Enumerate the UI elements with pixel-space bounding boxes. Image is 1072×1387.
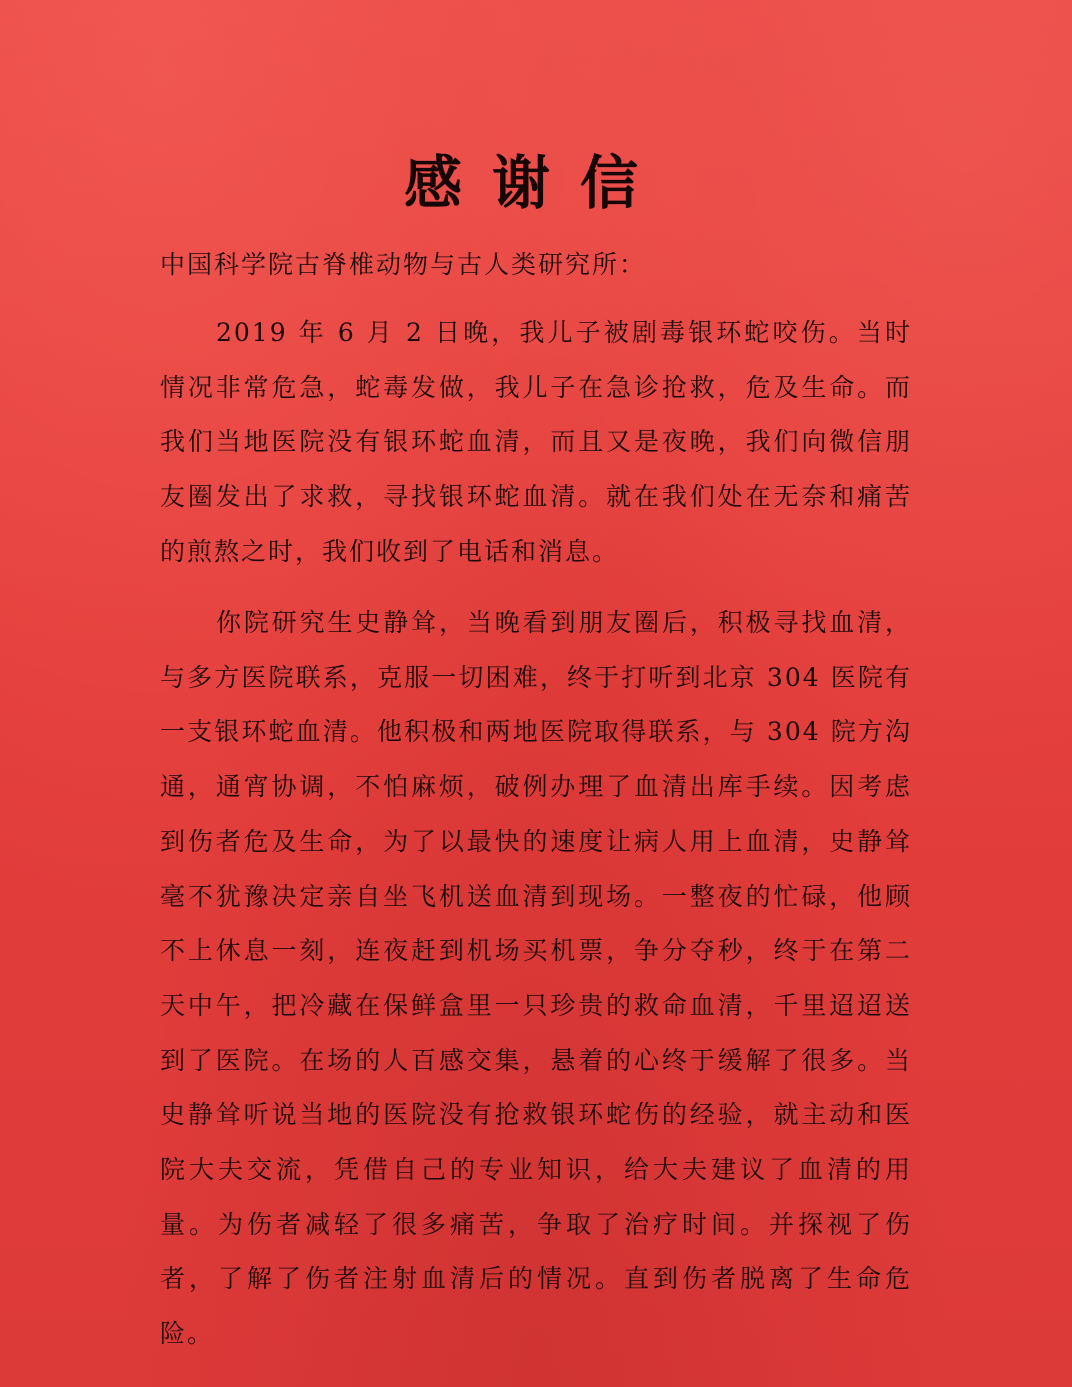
letter-paragraph-1: 2019 年 6 月 2 日晚，我儿子被剧毒银环蛇咬伤。当时情况非常危急，蛇毒发做，我儿子在急诊抢救，危及生命。而我们当地医院没有银环蛇血清，而且又是夜晚，我们向微信朋友圈发出了求救，寻找银环蛇血清。就在我们处在无奈和痛苦的煎熬之时，我们收到了电话和消息。 (160, 318, 912, 566)
letter-salutation: 中国科学院古脊椎动物与古人类研究所： (160, 250, 647, 279)
letter-title: 感谢信 (403, 149, 668, 217)
letter-paragraph-2: 你院研究生史静耸，当晚看到朋友圈后，积极寻找血清，与多方医院联系，克服一切困难，终于打听到北京 304 医院有一支银环蛇血清。他积极和两地医院取得联系，与 304 院方沟通，通宵协调，不怕麻烦，破例办理了血清出库手续。因考虑到伤者危及生命，为了以最快的速度让病人用上血清，史静耸毫不犹豫决定亲自坐飞机送血清到现场。一整夜的忙碌，他顾不上休息一刻，连夜赶到机场买机票，争分夺秒，终于在第二天中午，把冷藏在保鲜盒里一只珍贵的救命血清，千里迢迢送到了医院。在场的人百感交集，悬着的心终于缓解了很多。当史静耸听说当地的医院没有抢救银环蛇伤的经验，就主动和医院大夫交流，凭借自己的专业知识，给大夫建议了血清的用量。为伤者减轻了很多痛苦，争取了治疗时间。并探视了伤者，了解了伤者注射血清后的情况。直到伤者脱离了生命危险。 (160, 608, 912, 1349)
